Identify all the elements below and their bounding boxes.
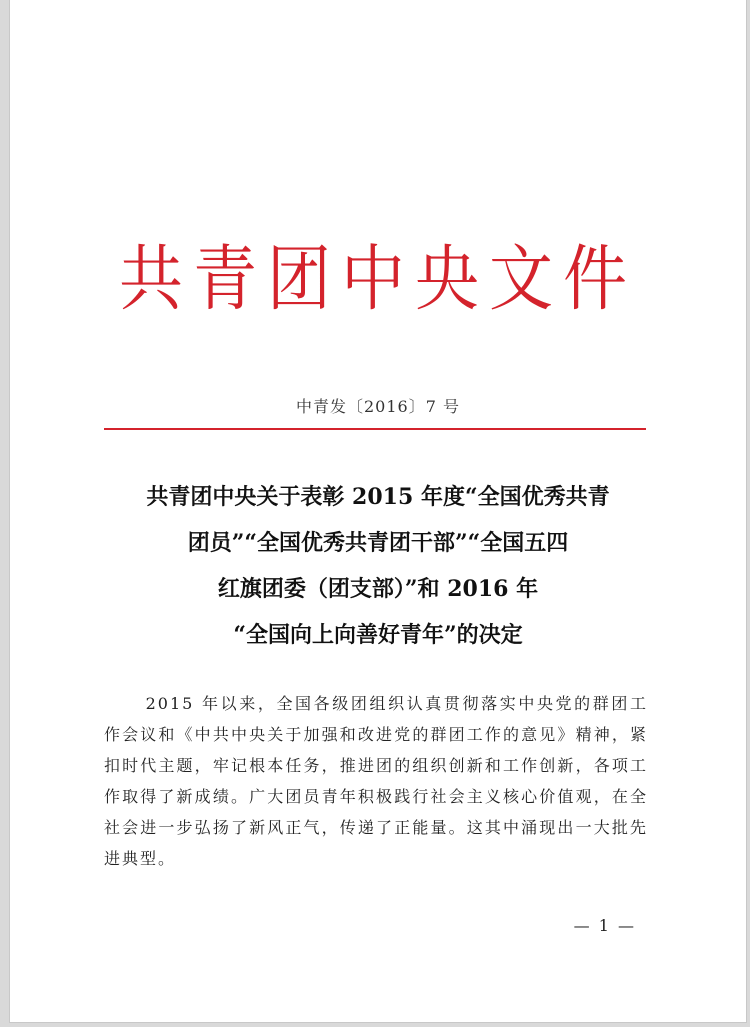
title-line-3: 红旗团委（团支部）”和 2016 年 bbox=[217, 576, 539, 602]
document-number: 中青发〔2016〕7 号 bbox=[296, 397, 460, 416]
title-line-2: 团员”“全国优秀共青团干部”“全国五四 bbox=[187, 530, 569, 556]
masthead-title: 共青团中央文件 bbox=[119, 238, 637, 322]
red-divider-line bbox=[104, 428, 646, 430]
page-number: — 1 — bbox=[573, 916, 636, 935]
title-line-4: “全国向上向善好青年”的决定 bbox=[233, 622, 523, 648]
document-page bbox=[10, 0, 746, 1022]
body-paragraph: 2015 年以来，全国各级团组织认真贯彻落实中央党的群团工作会议和《中共中央关于加强和改进党的群团工作的意见》精神，紧扣时代主题，牢记根本任务，推进团的组织创新和工作创新，各项工作取得了新成绩。广大团员青年积极践行社会主义核心价值观，在全社会进一步弘扬了新风正气，传递了正能量。这其中涌现出一大批先进典型。 bbox=[104, 694, 648, 868]
title-line-1: 共青团中央关于表彰 2015 年度“全国优秀共青 bbox=[146, 484, 610, 510]
document-title bbox=[70, 474, 686, 658]
